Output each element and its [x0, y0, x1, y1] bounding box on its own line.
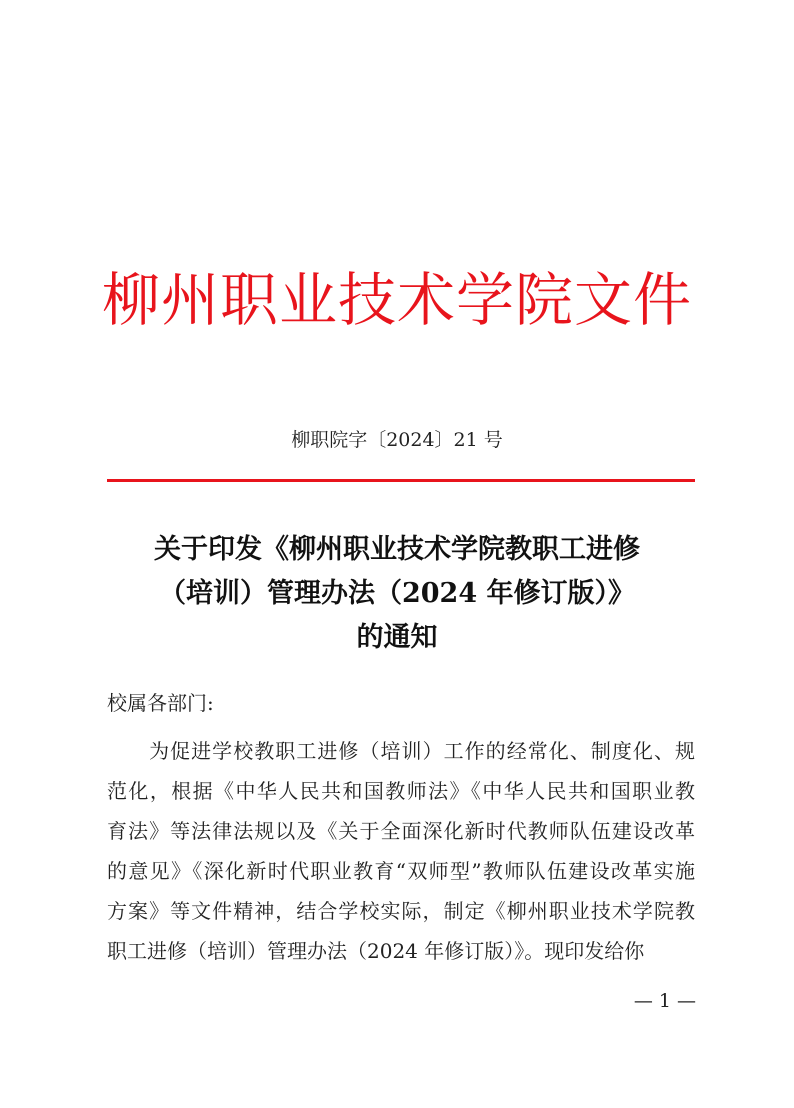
body-line: 育法》等法律法规以及《关于全面深化新时代教师队伍建设改革: [107, 819, 695, 843]
notice-title-line: 关于印发《柳州职业技术学院教职工进修: [154, 534, 640, 565]
body-paragraph: [107, 731, 695, 971]
notice-title-line: （培训）管理办法（2024 年修订版）》: [158, 578, 636, 609]
body-line: 的意见》《深化新时代职业教育“双师型”教师队伍建设改革实施: [107, 859, 695, 883]
body-line: 方案》等文件精神，结合学校实际，制定《柳州职业技术学院教: [107, 899, 695, 923]
page-number: — 1 —: [633, 990, 696, 1012]
document-header-title: 柳州职业技术学院文件: [101, 266, 692, 334]
salutation: 校属各部门:: [107, 691, 214, 715]
body-line: 职工进修（培训）管理办法（2024 年修订版）》。现印发给你: [107, 939, 645, 963]
notice-title-line: 的通知: [356, 622, 438, 653]
body-line: 为促进学校教职工进修（培训）工作的经常化、制度化、规: [107, 739, 695, 763]
notice-title: [0, 528, 794, 660]
body-line: 范化，根据《中华人民共和国教师法》《中华人民共和国职业教: [107, 779, 695, 803]
red-divider-rule: [107, 479, 695, 482]
document-number: 柳职院字〔2024〕21 号: [291, 429, 503, 451]
